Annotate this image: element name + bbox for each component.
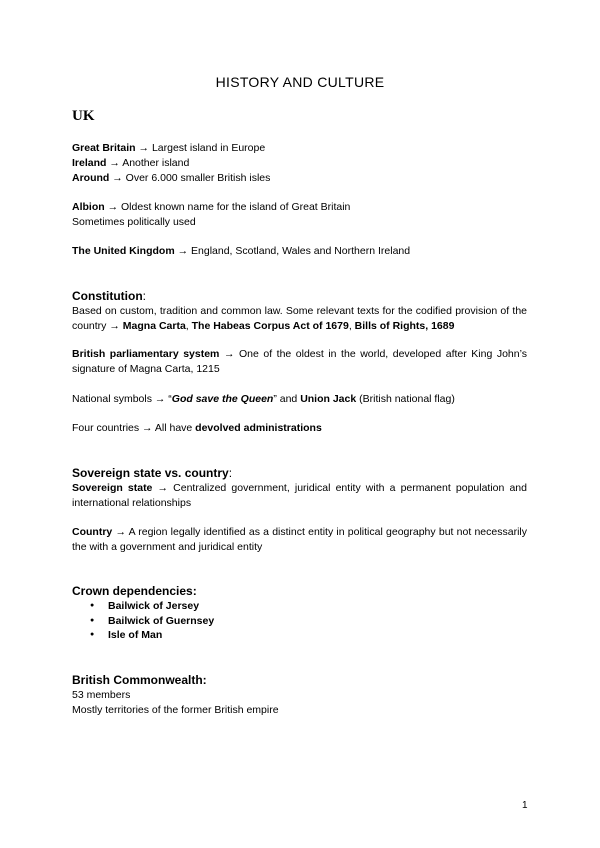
- sovereign-heading: [72, 466, 232, 480]
- sovereign-state-paragraph: [72, 481, 527, 510]
- parliament-paragraph: [72, 347, 527, 376]
- crown-dependencies-list: [90, 599, 214, 643]
- heading-text: Constitution: [72, 289, 143, 303]
- arrow: →: [115, 526, 126, 538]
- definition: England, Scotland, Wales and Northern Ireland: [191, 245, 411, 257]
- list-item: ● Isle of Man: [90, 628, 214, 643]
- arrow: →: [142, 422, 153, 434]
- country-paragraph: [72, 525, 527, 554]
- list-item: ● Bailwick of Guernsey: [90, 614, 214, 629]
- crown-dependencies-heading: Crown dependencies:: [72, 584, 197, 598]
- commonwealth-note: Mostly territories of the former British empire: [72, 704, 279, 716]
- arrow: →: [107, 201, 119, 213]
- constitution-paragraph: [72, 304, 527, 333]
- document-bills-of-rights: Bills of Rights, 1689: [354, 319, 455, 332]
- commonwealth-members: 53 members: [72, 689, 131, 701]
- term: Sovereign state: [72, 482, 153, 494]
- list-item: ● Bailwick of Jersey: [90, 599, 214, 614]
- term: The United Kingdom: [72, 245, 175, 257]
- arrow: →: [154, 393, 166, 405]
- separator: ,: [185, 319, 192, 332]
- prefix: All have: [154, 422, 196, 434]
- heading-colon: :: [142, 289, 146, 303]
- albion-note: Sometimes politically used: [72, 216, 196, 228]
- arrow: →: [223, 348, 235, 360]
- separator: ,: [348, 319, 355, 332]
- term: British parliamentary system: [72, 348, 220, 360]
- definition: Oldest known name for the island of Great Britain: [121, 201, 351, 213]
- definition: Largest island in Europe: [151, 142, 266, 154]
- page-number: 1: [522, 800, 528, 811]
- section-heading-uk: UK: [72, 108, 95, 124]
- constitution-heading: [72, 289, 146, 303]
- page-title: HISTORY AND CULTURE: [215, 74, 385, 90]
- arrow: →: [157, 482, 169, 494]
- term: Ireland: [72, 157, 107, 169]
- definition-albion: [72, 200, 350, 214]
- definition-around: [72, 171, 270, 185]
- term: Country: [72, 526, 113, 538]
- arrow: →: [109, 157, 120, 169]
- heading-text: Sovereign state vs. country: [72, 466, 229, 480]
- definition-ireland: [72, 156, 189, 170]
- conjunction: and: [276, 393, 301, 405]
- definition: Centralized government, juridical entity with a permanent population and international relationships: [72, 482, 527, 509]
- anthem-name: God save the Queen: [171, 393, 274, 405]
- term: Around: [72, 172, 110, 184]
- flag-note: (British national flag): [356, 393, 455, 405]
- arrow: →: [109, 319, 120, 332]
- definition-united-kingdom: [72, 244, 410, 258]
- devolved-administrations: devolved administrations: [195, 422, 322, 434]
- flag-name: Union Jack: [300, 393, 357, 405]
- quote-open: “: [168, 393, 172, 405]
- definition: A region legally identified as a distinct entity in political geography but not necessarily the with a government and juridical entity: [72, 526, 527, 553]
- commonwealth-heading: British Commonwealth:: [72, 673, 207, 687]
- label: Four countries: [72, 422, 140, 434]
- definition: One of the oldest in the world, developed after King John’s signature of Magna Carta, 1215: [72, 348, 527, 375]
- quote-close: ”: [273, 393, 277, 405]
- document-habeas-corpus: The Habeas Corpus Act of 1679: [191, 319, 349, 332]
- arrow: →: [138, 142, 150, 154]
- paragraph-text: Based on custom, tradition and common law. Some relevant texts for the codified provision of the country: [72, 305, 527, 332]
- document-magna-carta: Magna Carta: [122, 319, 186, 332]
- arrow: →: [177, 245, 189, 257]
- definition: Over 6.000 smaller British isles: [125, 172, 271, 184]
- definition: Another island: [122, 157, 190, 169]
- definition-great-britain: [72, 141, 265, 155]
- term: Great Britain: [72, 142, 136, 154]
- term: Albion: [72, 201, 105, 213]
- label: National symbols: [72, 393, 152, 405]
- national-symbols-line: [72, 392, 455, 406]
- four-countries-line: [72, 421, 322, 435]
- arrow: →: [112, 172, 123, 184]
- heading-colon: :: [228, 466, 233, 480]
